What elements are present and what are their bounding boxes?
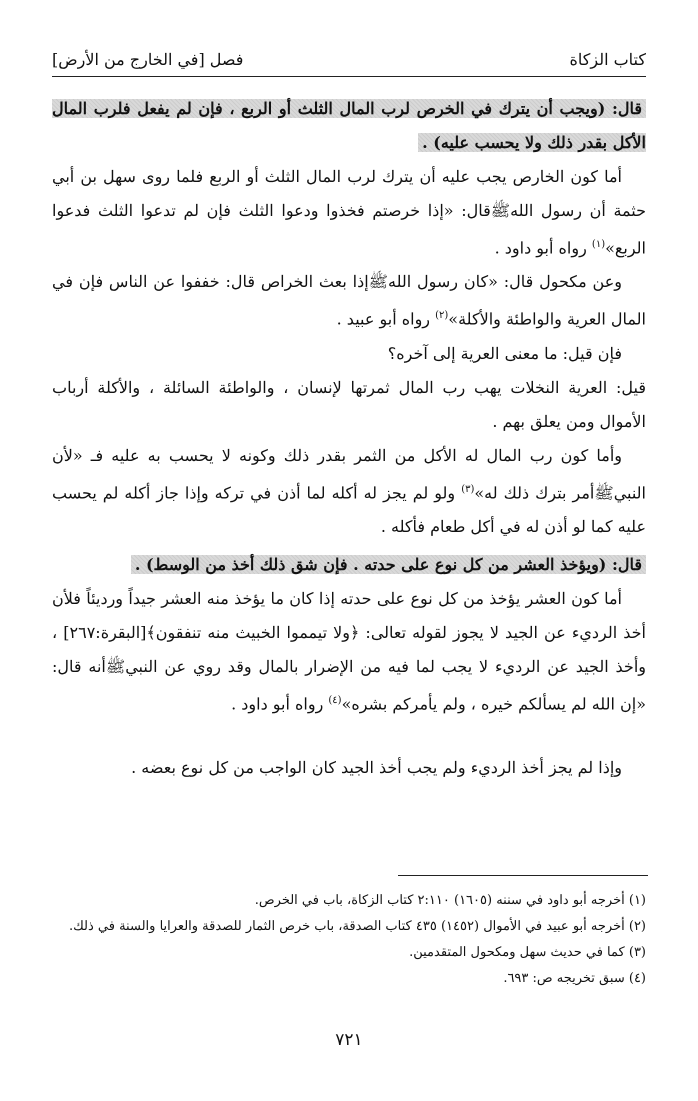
footnote-3: (٣) كما في حديث سهل ومكحول المتقدمين. [409,945,646,960]
footnote-1: (١) أخرجه أبو داود في سننه (١٦٠٥) ٢:١١٠ كتاب الزكاة، باب في الخرص. [254,893,646,908]
book-title: كتاب الزكاة [569,49,646,69]
paragraph-4: قيل: العرية النخلات يهب رب المال ثمرتها لإنسان ، والواطئة السائلة ، والأكلة أرباب الأموال ومن يعلق بهم . [52,377,646,431]
paragraph-7: وإذا لم يجز أخذ الرديء ولم يجب أخذ الجيد كان الواجب من كل نوع بعضه . [131,758,622,778]
paragraph-2: وعن مكحول قال: «كان رسول اللهﷺإذا بعث الخراص قال: خففوا عن الناس فإن في المال العرية والواطئة والأكلة»$^{(٢)}$ رواه أبو عبيد . [52,272,646,329]
footnote-ref-2: (٢) [435,310,449,322]
heading-1 [52,92,646,160]
paragraph-5: وأما كون رب المال له الأكل من الثمر بقدر ذلك وكونه لا يحسب به عليه فـ «لأن النبيﷺأمر بترك ذلك له»$^{(٣)}$ ولو لم يجز له أكله لما أذن في تركه وإذا جاز أكله لم يحسب عليه كما لو أذن له في أكل طعام فأكله . [52,445,646,536]
footnote-ref-3: (٣) [461,483,475,495]
highlighted-quote-1: قال: (ويجب أن يترك في الخرص لرب المال الثلث أو الربع ، فإن لم يفعل فلرب المال الأكل بقدر ذلك ولا يحسب عليه) . [52,99,646,152]
paragraph-3: فإن قيل: ما معنى العرية إلى آخره؟ [387,343,622,363]
footnote-2: (٢) أخرجه أبو عبيد في الأموال (١٤٥٢) ٤٣٥ كتاب الصدقة، باب خرص الثمار للصدقة والعرايا والسنة في ذلك. [68,919,646,934]
section-title: فصل [في الخارج من الأرض] [52,49,244,69]
paragraph-6: أما كون العشر يؤخذ من كل نوع على حدته إذا كان ما يؤخذ منه العشر جيداً ورديئاً فلأن أخذ الرديء عن الجيد لا يجوز لقوله تعالى: ﴿ولا تيمموا الخبيث منه تنفقون﴾[البقرة:٢٦٧] ، وأخذ الجيد عن الرديء لا يجب لما فيه من الإضرار بالمال وقد روي عن النبيﷺأنه قال: «إن الله لم يسألكم خيره ، ولم يأمركم بشره»$^{(٤)}$ رواه أبو داود . [52,588,647,714]
footnote-ref-4: (٤) [328,694,342,706]
highlighted-quote-2: قال: (ويؤخذ العشر من كل نوع على حدته . فإن شق ذلك أخذ من الوسط) . [131,555,646,574]
paragraph-1: أما كون الخارص يجب عليه أن يترك لرب المال الثلث أو الربع فلما روى سهل بن أبي حثمة أن رسول اللهﷺقال: «إذا خرصتم فخذوا ودعوا الثلث فإن لم تدعوا الثلث فدعوا الربع»$^{(١)}$ رواه أبو داود . [52,167,646,258]
footnote-separator [398,875,648,876]
heading-2 [52,548,646,582]
main-text [52,92,646,785]
footnote-4: (٤) سبق تخريجه ص: ٦٩٣. [503,971,646,986]
footnotes [52,888,646,992]
footnote-ref-1: (١) [591,239,606,250]
running-header [52,42,646,77]
page-number: ٧٢١ [335,1030,363,1050]
